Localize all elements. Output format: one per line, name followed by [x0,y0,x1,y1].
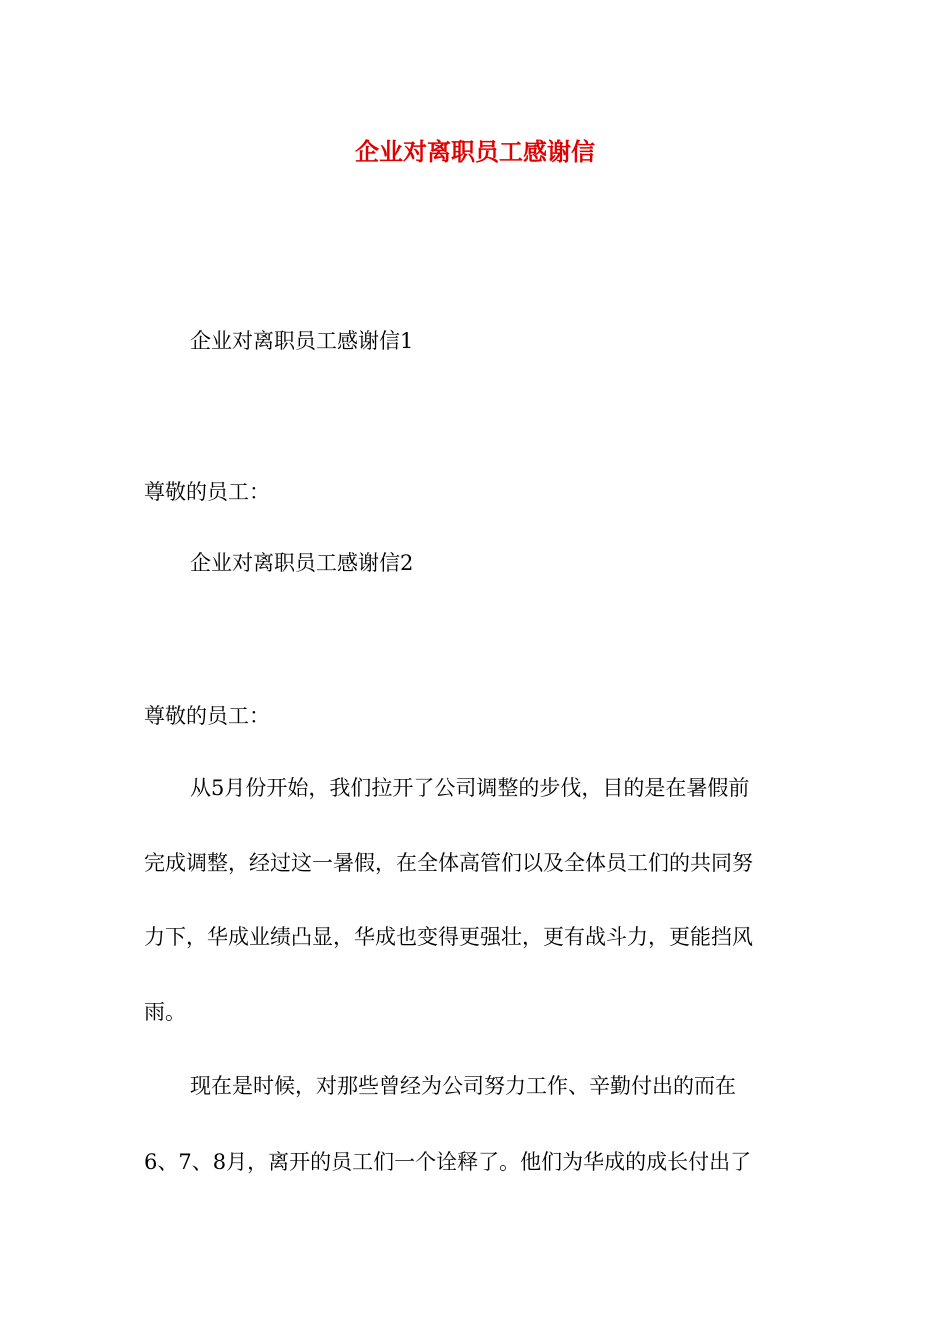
document-title: 企业对离职员工感谢信 [355,137,595,166]
paragraph-1-line-3: 力下，华成业绩凸显，华成也变得更强壮，更有战斗力，更能挡风 [144,925,753,949]
section-heading-1: 企业对离职员工感谢信1 [190,329,414,353]
section-heading-2: 企业对离职员工感谢信2 [190,551,414,575]
paragraph-1-line-1: 从5月份开始，我们拉开了公司调整的步伐，目的是在暑假前 [190,776,750,800]
paragraph-1-line-4: 雨。 [144,1000,186,1024]
paragraph-1-line-2: 完成调整，经过这一暑假，在全体高管们以及全体员工们的共同努 [144,851,753,875]
paragraph-2-line-2: 6、7、8月，离开的员工们一个诠释了。他们为华成的成长付出了 [144,1150,752,1174]
salutation-2: 尊敬的员工： [144,704,270,728]
salutation-1: 尊敬的员工： [144,480,270,504]
paragraph-2-line-1: 现在是时候，对那些曾经为公司努力工作、辛勤付出的而在 [190,1074,736,1098]
